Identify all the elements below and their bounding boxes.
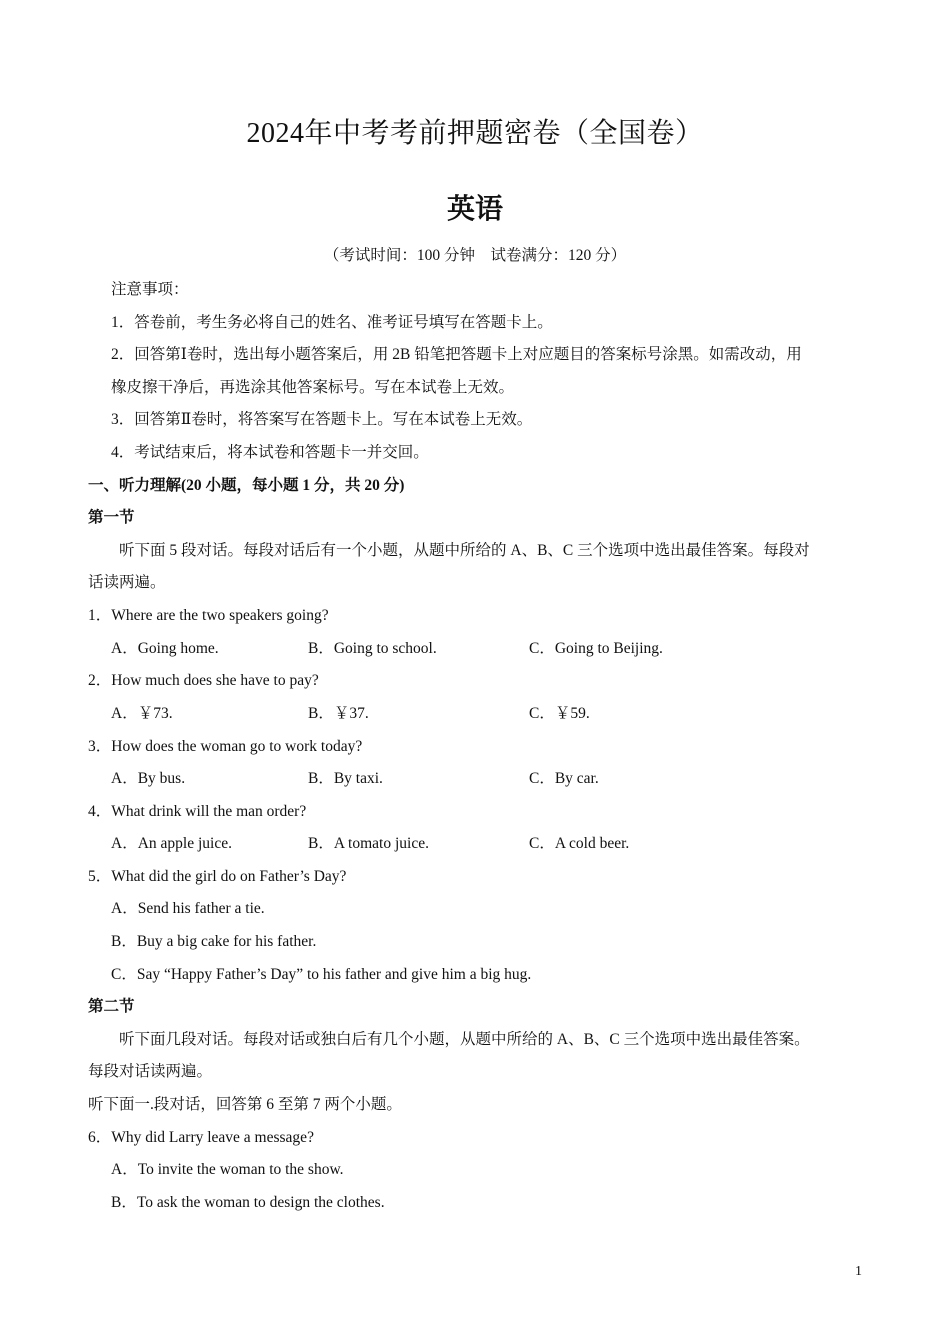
option-b: B．￥37. [308,705,369,722]
option-a: A．Going home. [111,640,219,657]
part-instruction: 听下面几段对话。每段对话或独白后有几个小题，从题中所给的 A、B、C 三个选项中选出最佳答案。 [119,1031,810,1048]
question: 6．Why did Larry leave a message? [88,1129,314,1146]
option-b: B．Going to school. [308,640,437,657]
option-c: C．A cold beer. [529,835,630,852]
question: 2．How much does she have to pay? [88,672,319,689]
option-a: A．To invite the woman to the show. [111,1161,344,1178]
page-number: 1 [855,1264,862,1279]
part-heading: 第一节 [88,509,135,526]
question: 4．What drink will the man order? [88,803,307,820]
option-a: A．Send his father a tie. [111,900,265,917]
option-b: B．Buy a big cake for his father. [111,933,317,950]
sub-instruction: 听下面一.段对话，回答第 6 至第 7 两个小题。 [88,1096,402,1113]
option-a: A．￥73. [111,705,173,722]
note-item: 橡皮擦干净后，再选涂其他答案标号。写在本试卷上无效。 [111,379,515,396]
option-b: B．A tomato juice. [308,835,429,852]
question: 3．How does the woman go to work today? [88,738,363,755]
part-instruction: 听下面 5 段对话。每段对话后有一个小题，从题中所给的 A、B、C 三个选项中选出最佳答案。每段对 [119,542,810,559]
part-heading: 第二节 [88,998,135,1015]
note-item: 4．考试结束后，将本试卷和答题卡一并交回。 [111,444,429,461]
section-heading: 一、听力理解(20 小题，每小题 1 分，共 20 分) [88,477,405,494]
option-a: A．By bus. [111,770,186,787]
part-instruction: 话读两遍。 [88,574,166,591]
question: 5．What did the girl do on Father’s Day? [88,868,347,885]
note-item: 2．回答第Ⅰ卷时，选出每小题答案后，用 2B 铅笔把答题卡上对应题目的答案标号涂黑。如需改动，用 [111,346,802,363]
part-instruction: 每段对话读两遍。 [88,1063,213,1080]
option-c: C．￥59. [529,705,590,722]
subject-title: 英语 [446,194,503,225]
option-c: C．Going to Beijing. [529,640,663,657]
note-item: 1．答卷前，考生务必将自己的姓名、准考证号填写在答题卡上。 [111,314,553,331]
question: 1．Where are the two speakers going? [88,607,329,624]
option-c: C．Say “Happy Father’s Day” to his father and give him a big hug. [111,966,532,983]
page-title: 2024年中考考前押题密卷（全国卷） [246,118,704,149]
option-b: B．By taxi. [308,770,383,787]
option-a: A．An apple juice. [111,835,232,852]
note-item: 3．回答第Ⅱ卷时，将答案写在答题卡上。写在本试卷上无效。 [111,411,533,428]
notes-heading: 注意事项： [111,281,189,298]
exam-info: （考试时间：100 分钟 试卷满分：120 分） [323,247,627,264]
option-c: C．By car. [529,770,599,787]
option-b: B．To ask the woman to design the clothes. [111,1194,385,1211]
